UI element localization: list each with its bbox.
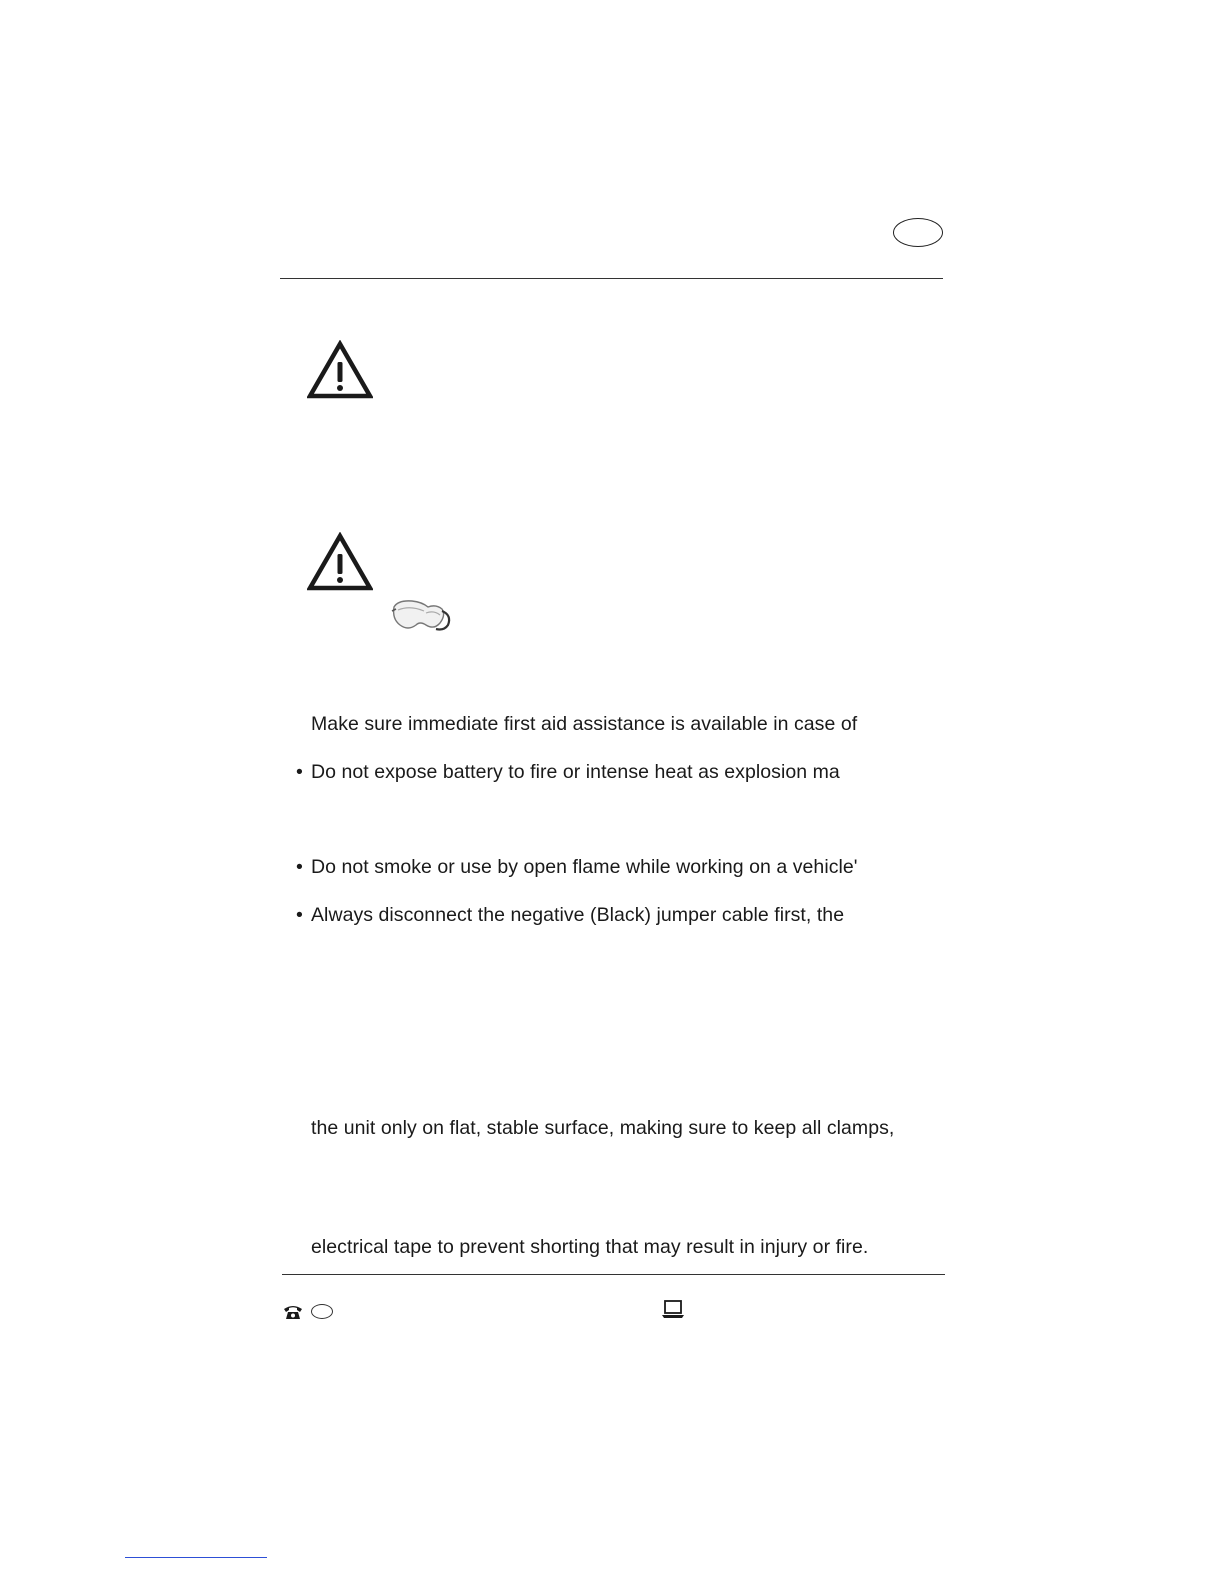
bullet-item — [296, 855, 858, 879]
header-divider — [280, 278, 943, 279]
bullet-marker: • — [296, 904, 303, 926]
bullet-marker: • — [296, 856, 303, 878]
country-badge — [311, 1304, 333, 1319]
laptop-icon — [661, 1299, 685, 1319]
phone-icon — [283, 1304, 303, 1320]
bullet-marker: • — [296, 761, 303, 783]
body-text-line: Make sure immediate first aid assistance is available in case of — [311, 713, 858, 735]
bullet-text: Do not expose battery to fire or intense heat as explosion ma — [311, 761, 840, 783]
language-badge — [893, 218, 943, 247]
bullet-text: Do not smoke or use by open flame while working on a vehicle' — [311, 856, 858, 878]
bullet-item — [296, 903, 844, 927]
bullet-item — [296, 760, 840, 784]
safety-goggles-icon — [390, 595, 454, 635]
link-underline[interactable] — [125, 1557, 267, 1558]
body-text-line: electrical tape to prevent shorting that may result in injury or fire. — [311, 1236, 869, 1258]
footer-divider — [282, 1274, 945, 1275]
bullet-text: Always disconnect the negative (Black) jumper cable first, the — [311, 904, 845, 926]
warning-triangle-icon — [307, 532, 373, 592]
warning-triangle-icon — [307, 340, 373, 400]
body-text-line: the unit only on flat, stable surface, making sure to keep all clamps, — [311, 1117, 895, 1139]
